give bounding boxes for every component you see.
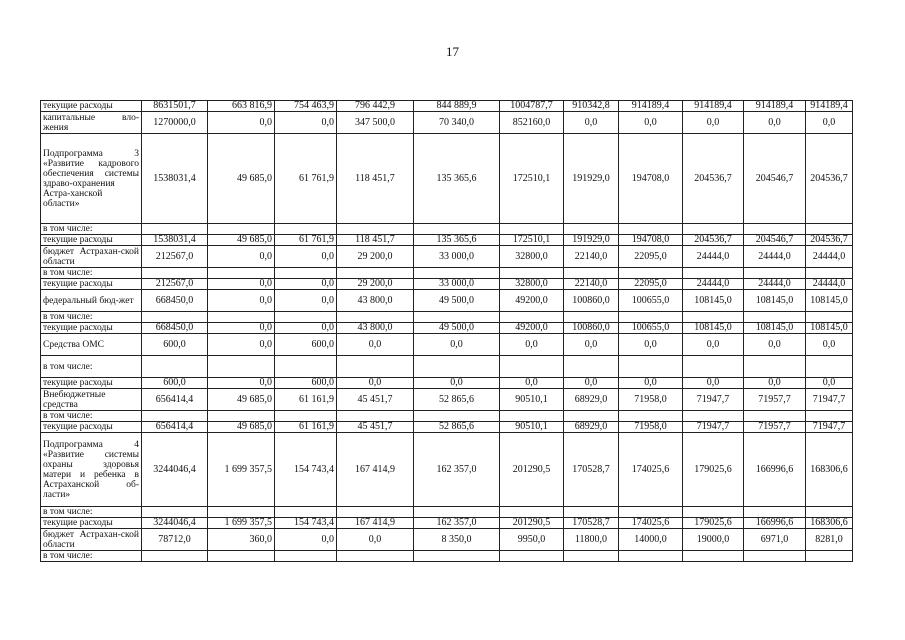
- table-cell: 0,0: [275, 246, 337, 268]
- table-cell: 29 200,0: [337, 246, 414, 268]
- table-cell: 347 500,0: [337, 112, 414, 134]
- table-cell: [564, 551, 619, 562]
- table-cell: [744, 507, 806, 518]
- table-row: [41, 268, 853, 279]
- table-cell: 52 865,6: [414, 389, 500, 411]
- table-cell: 170528,7: [564, 518, 619, 529]
- table-cell: 11800,0: [564, 529, 619, 551]
- table-cell: 52 865,6: [414, 422, 500, 433]
- row-label: текущие расходы: [41, 378, 142, 389]
- table-cell: [744, 551, 806, 562]
- table-cell: 1004787,7: [500, 101, 564, 112]
- row-label: текущие расходы: [41, 323, 142, 334]
- table-cell: 194708,0: [619, 134, 683, 224]
- table-cell: 668450,0: [142, 290, 208, 312]
- table-cell: 49 500,0: [414, 290, 500, 312]
- table-cell: [208, 551, 275, 562]
- table-cell: 24444,0: [683, 279, 744, 290]
- table-cell: 201290,5: [500, 433, 564, 507]
- table-cell: [744, 356, 806, 378]
- table-cell: 8281,0: [806, 529, 853, 551]
- table-cell: [208, 312, 275, 323]
- row-label: в том числе:: [41, 312, 142, 323]
- table-cell: 100655,0: [619, 323, 683, 334]
- table-body: [41, 101, 853, 562]
- table-cell: 0,0: [337, 334, 414, 356]
- table-row: [41, 356, 853, 378]
- table-cell: [744, 268, 806, 279]
- table-row: [41, 334, 853, 356]
- table-cell: 108145,0: [806, 290, 853, 312]
- table-cell: [275, 551, 337, 562]
- table-cell: [564, 356, 619, 378]
- table-cell: 656414,4: [142, 389, 208, 411]
- table-cell: [500, 356, 564, 378]
- table-cell: 656414,4: [142, 422, 208, 433]
- table-cell: 49 685,0: [208, 134, 275, 224]
- table-cell: 108145,0: [744, 290, 806, 312]
- table-cell: 360,0: [208, 529, 275, 551]
- table-cell: 154 743,4: [275, 518, 337, 529]
- row-label: текущие расходы: [41, 235, 142, 246]
- table-cell: 24444,0: [806, 246, 853, 268]
- table-cell: 154 743,4: [275, 433, 337, 507]
- table-cell: 43 800,0: [337, 323, 414, 334]
- table-cell: 204536,7: [683, 235, 744, 246]
- table-cell: 45 451,7: [337, 422, 414, 433]
- table-row: [41, 134, 853, 224]
- table-cell: 33 000,0: [414, 246, 500, 268]
- table-cell: 168306,6: [806, 518, 853, 529]
- table-cell: 0,0: [414, 378, 500, 389]
- table-cell: 172510,1: [500, 134, 564, 224]
- table-cell: 166996,6: [744, 433, 806, 507]
- table-cell: [142, 224, 208, 235]
- table-cell: 1 699 357,5: [208, 433, 275, 507]
- table-cell: 61 161,9: [275, 422, 337, 433]
- table-cell: 0,0: [337, 529, 414, 551]
- row-label: капитальные вло-жения: [41, 112, 142, 134]
- table-cell: [500, 224, 564, 235]
- table-cell: 796 442,9: [337, 101, 414, 112]
- table-row: [41, 518, 853, 529]
- table-cell: 49 500,0: [414, 323, 500, 334]
- table-cell: [337, 224, 414, 235]
- table-cell: [806, 356, 853, 378]
- table-cell: 8631501,7: [142, 101, 208, 112]
- table-row: [41, 224, 853, 235]
- table-cell: [806, 268, 853, 279]
- table-cell: 204536,7: [683, 134, 744, 224]
- page-number: 17: [446, 44, 459, 59]
- table-cell: 914189,4: [744, 101, 806, 112]
- table-row: [41, 411, 853, 422]
- table-row: [41, 323, 853, 334]
- table-cell: 24444,0: [744, 279, 806, 290]
- table-cell: [683, 411, 744, 422]
- table-cell: 24444,0: [683, 246, 744, 268]
- table-cell: 0,0: [208, 323, 275, 334]
- table-cell: 0,0: [744, 112, 806, 134]
- table-cell: [337, 312, 414, 323]
- table-cell: 852160,0: [500, 112, 564, 134]
- table-cell: 71958,0: [619, 422, 683, 433]
- table-cell: [683, 507, 744, 518]
- table-cell: [683, 312, 744, 323]
- table-cell: 22140,0: [564, 246, 619, 268]
- table-cell: 71957,7: [744, 389, 806, 411]
- table-cell: 3244046,4: [142, 433, 208, 507]
- table-cell: 0,0: [619, 112, 683, 134]
- table-row: [41, 389, 853, 411]
- table-cell: 0,0: [275, 290, 337, 312]
- table-cell: [337, 268, 414, 279]
- table-cell: 204536,7: [806, 134, 853, 224]
- row-label: в том числе:: [41, 356, 142, 378]
- table-cell: 0,0: [619, 378, 683, 389]
- row-label: Внебюджетные средства: [41, 389, 142, 411]
- table-cell: 194708,0: [619, 235, 683, 246]
- table-cell: [414, 507, 500, 518]
- table-cell: [564, 224, 619, 235]
- table-cell: 0,0: [275, 323, 337, 334]
- table-cell: [500, 268, 564, 279]
- table-cell: 14000,0: [619, 529, 683, 551]
- table-cell: 910342,8: [564, 101, 619, 112]
- table-cell: 49 685,0: [208, 235, 275, 246]
- table-cell: 0,0: [208, 112, 275, 134]
- row-label: в том числе:: [41, 551, 142, 562]
- table-cell: 45 451,7: [337, 389, 414, 411]
- table-cell: [414, 356, 500, 378]
- table-cell: 108145,0: [744, 323, 806, 334]
- table-cell: 100860,0: [564, 323, 619, 334]
- budget-table: [40, 100, 853, 562]
- table-cell: 0,0: [208, 279, 275, 290]
- table-cell: [208, 411, 275, 422]
- table-cell: 191929,0: [564, 235, 619, 246]
- table-cell: 68929,0: [564, 389, 619, 411]
- table-row: [41, 433, 853, 507]
- table-cell: [564, 507, 619, 518]
- table-cell: [208, 356, 275, 378]
- table-cell: 108145,0: [806, 323, 853, 334]
- table-cell: 68929,0: [564, 422, 619, 433]
- table-cell: [683, 551, 744, 562]
- table-cell: 22140,0: [564, 279, 619, 290]
- table-cell: 0,0: [683, 112, 744, 134]
- table-cell: 0,0: [208, 334, 275, 356]
- table-cell: 0,0: [806, 334, 853, 356]
- table-cell: 600,0: [275, 334, 337, 356]
- table-cell: 6971,0: [744, 529, 806, 551]
- table-cell: 201290,5: [500, 518, 564, 529]
- table-cell: 172510,1: [500, 235, 564, 246]
- table-cell: 0,0: [683, 334, 744, 356]
- table-cell: 754 463,9: [275, 101, 337, 112]
- table-cell: [414, 551, 500, 562]
- table-row: [41, 507, 853, 518]
- table-row: [41, 312, 853, 323]
- table-cell: [414, 411, 500, 422]
- row-label: Средства ОМС: [41, 334, 142, 356]
- table-cell: [619, 411, 683, 422]
- table-cell: 0,0: [744, 378, 806, 389]
- table-cell: [275, 224, 337, 235]
- table-cell: 600,0: [142, 378, 208, 389]
- table-cell: 22095,0: [619, 246, 683, 268]
- table-cell: 0,0: [414, 334, 500, 356]
- table-cell: [208, 507, 275, 518]
- table-cell: 914189,4: [806, 101, 853, 112]
- table-cell: [683, 224, 744, 235]
- table-cell: [275, 268, 337, 279]
- table-cell: 29 200,0: [337, 279, 414, 290]
- row-label: в том числе:: [41, 268, 142, 279]
- table-row: [41, 246, 853, 268]
- table-cell: 33 000,0: [414, 279, 500, 290]
- table-cell: 71958,0: [619, 389, 683, 411]
- table-cell: 0,0: [275, 279, 337, 290]
- table-cell: 179025,6: [683, 433, 744, 507]
- table-cell: 90510,1: [500, 389, 564, 411]
- table-cell: 1538031,4: [142, 134, 208, 224]
- table-row: [41, 551, 853, 562]
- table-cell: 71957,7: [744, 422, 806, 433]
- table-cell: 174025,6: [619, 518, 683, 529]
- table-cell: 61 761,9: [275, 235, 337, 246]
- row-label: федеральный бюд-жет: [41, 290, 142, 312]
- table-cell: 49 685,0: [208, 389, 275, 411]
- table-cell: 71947,7: [683, 389, 744, 411]
- table-cell: 668450,0: [142, 323, 208, 334]
- table-cell: [337, 411, 414, 422]
- table-row: [41, 290, 853, 312]
- table-cell: [744, 411, 806, 422]
- table-cell: [564, 268, 619, 279]
- table-cell: [806, 507, 853, 518]
- table-cell: 8 350,0: [414, 529, 500, 551]
- row-label: в том числе:: [41, 507, 142, 518]
- table-cell: 0,0: [744, 334, 806, 356]
- table-cell: [806, 551, 853, 562]
- table-cell: 9950,0: [500, 529, 564, 551]
- table-cell: 0,0: [337, 378, 414, 389]
- table-cell: 32800,0: [500, 279, 564, 290]
- table-row: [41, 112, 853, 134]
- table-cell: [744, 224, 806, 235]
- row-label: текущие расходы: [41, 101, 142, 112]
- table-cell: [275, 411, 337, 422]
- table-cell: 0,0: [208, 378, 275, 389]
- row-label: текущие расходы: [41, 422, 142, 433]
- table-row: [41, 279, 853, 290]
- table-cell: 0,0: [500, 334, 564, 356]
- table-cell: 0,0: [500, 378, 564, 389]
- table-cell: 191929,0: [564, 134, 619, 224]
- table-cell: 167 414,9: [337, 433, 414, 507]
- table-cell: 179025,6: [683, 518, 744, 529]
- table-cell: 1538031,4: [142, 235, 208, 246]
- table-cell: [414, 268, 500, 279]
- table-cell: [208, 268, 275, 279]
- table-cell: 108145,0: [683, 290, 744, 312]
- table-cell: 19000,0: [683, 529, 744, 551]
- table-cell: 600,0: [142, 334, 208, 356]
- table-cell: 49 685,0: [208, 422, 275, 433]
- table-cell: [500, 312, 564, 323]
- table-cell: [275, 356, 337, 378]
- table-cell: 118 451,7: [337, 235, 414, 246]
- table-cell: [142, 507, 208, 518]
- row-label: в том числе:: [41, 224, 142, 235]
- table-cell: 108145,0: [683, 323, 744, 334]
- table-cell: 3244046,4: [142, 518, 208, 529]
- table-cell: [564, 411, 619, 422]
- table-cell: 1 699 357,5: [208, 518, 275, 529]
- table-cell: [500, 411, 564, 422]
- table-cell: 61 761,9: [275, 134, 337, 224]
- table-cell: [142, 411, 208, 422]
- table-cell: [142, 551, 208, 562]
- table-cell: 78712,0: [142, 529, 208, 551]
- table-cell: [414, 224, 500, 235]
- table-cell: 71947,7: [806, 389, 853, 411]
- table-cell: 0,0: [275, 112, 337, 134]
- table-cell: 204546,7: [744, 134, 806, 224]
- table-cell: 204546,7: [744, 235, 806, 246]
- table-cell: 100655,0: [619, 290, 683, 312]
- table-cell: 90510,1: [500, 422, 564, 433]
- table-cell: 162 357,0: [414, 433, 500, 507]
- table-cell: 71947,7: [806, 422, 853, 433]
- row-label: текущие расходы: [41, 518, 142, 529]
- table-cell: 0,0: [806, 112, 853, 134]
- table-cell: [142, 268, 208, 279]
- table-cell: 0,0: [683, 378, 744, 389]
- table-cell: 70 340,0: [414, 112, 500, 134]
- row-label: в том числе:: [41, 411, 142, 422]
- table-cell: 0,0: [806, 378, 853, 389]
- table-row: [41, 101, 853, 112]
- row-label: бюджет Астрахан-ской области: [41, 529, 142, 551]
- table-cell: 204536,7: [806, 235, 853, 246]
- table-row: [41, 529, 853, 551]
- table-cell: 914189,4: [619, 101, 683, 112]
- row-label: Подпрограмма 3 «Развитие кадрового обеспечения системы здраво-охранения Астра-ханской области»: [41, 134, 142, 224]
- table-cell: [275, 312, 337, 323]
- table-cell: 844 889,9: [414, 101, 500, 112]
- table-cell: 0,0: [208, 246, 275, 268]
- table-cell: [619, 551, 683, 562]
- row-label: текущие расходы: [41, 279, 142, 290]
- table-cell: 0,0: [208, 290, 275, 312]
- table-cell: 1270000,0: [142, 112, 208, 134]
- table-cell: 0,0: [619, 334, 683, 356]
- table-cell: [619, 312, 683, 323]
- table-cell: [337, 507, 414, 518]
- table-cell: 32800,0: [500, 246, 564, 268]
- table-cell: 43 800,0: [337, 290, 414, 312]
- row-label: бюджет Астрахан-ской области: [41, 246, 142, 268]
- table-cell: [142, 356, 208, 378]
- table-row: [41, 422, 853, 433]
- table-cell: 0,0: [564, 378, 619, 389]
- table-cell: [683, 356, 744, 378]
- row-label: Подпрограмма 4 «Развитие системы охраны здоровья матери и ребенка в Астраханской об-ласти»: [41, 433, 142, 507]
- table-cell: [619, 224, 683, 235]
- table-cell: [564, 312, 619, 323]
- table-cell: 49200,0: [500, 323, 564, 334]
- table-cell: 212567,0: [142, 279, 208, 290]
- table-cell: [142, 312, 208, 323]
- table-row: [41, 378, 853, 389]
- table-row: [41, 235, 853, 246]
- table-cell: [208, 224, 275, 235]
- table-cell: [619, 268, 683, 279]
- table-cell: [275, 507, 337, 518]
- table-cell: 212567,0: [142, 246, 208, 268]
- table-cell: [619, 507, 683, 518]
- table-cell: 170528,7: [564, 433, 619, 507]
- table-cell: [806, 411, 853, 422]
- table-cell: [337, 551, 414, 562]
- table-cell: 135 365,6: [414, 134, 500, 224]
- table-cell: 167 414,9: [337, 518, 414, 529]
- table-cell: [337, 356, 414, 378]
- table-cell: [806, 312, 853, 323]
- table-cell: 100860,0: [564, 290, 619, 312]
- table-cell: [619, 356, 683, 378]
- table-cell: 0,0: [564, 334, 619, 356]
- table-cell: 71947,7: [683, 422, 744, 433]
- table-cell: [744, 312, 806, 323]
- table-cell: 162 357,0: [414, 518, 500, 529]
- table-cell: 0,0: [564, 112, 619, 134]
- table-cell: 600,0: [275, 378, 337, 389]
- table-cell: 168306,6: [806, 433, 853, 507]
- table-cell: 118 451,7: [337, 134, 414, 224]
- table-cell: [414, 312, 500, 323]
- table-cell: 174025,6: [619, 433, 683, 507]
- table-cell: 135 365,6: [414, 235, 500, 246]
- table-cell: 22095,0: [619, 279, 683, 290]
- table-cell: [683, 268, 744, 279]
- table-cell: 61 161,9: [275, 389, 337, 411]
- table-cell: 914189,4: [683, 101, 744, 112]
- table-cell: 24444,0: [744, 246, 806, 268]
- table-cell: [500, 551, 564, 562]
- table-cell: 24444,0: [806, 279, 853, 290]
- table-cell: [500, 507, 564, 518]
- table-cell: 663 816,9: [208, 101, 275, 112]
- table-cell: 0,0: [275, 529, 337, 551]
- table-cell: 49200,0: [500, 290, 564, 312]
- table-cell: [806, 224, 853, 235]
- table-cell: 166996,6: [744, 518, 806, 529]
